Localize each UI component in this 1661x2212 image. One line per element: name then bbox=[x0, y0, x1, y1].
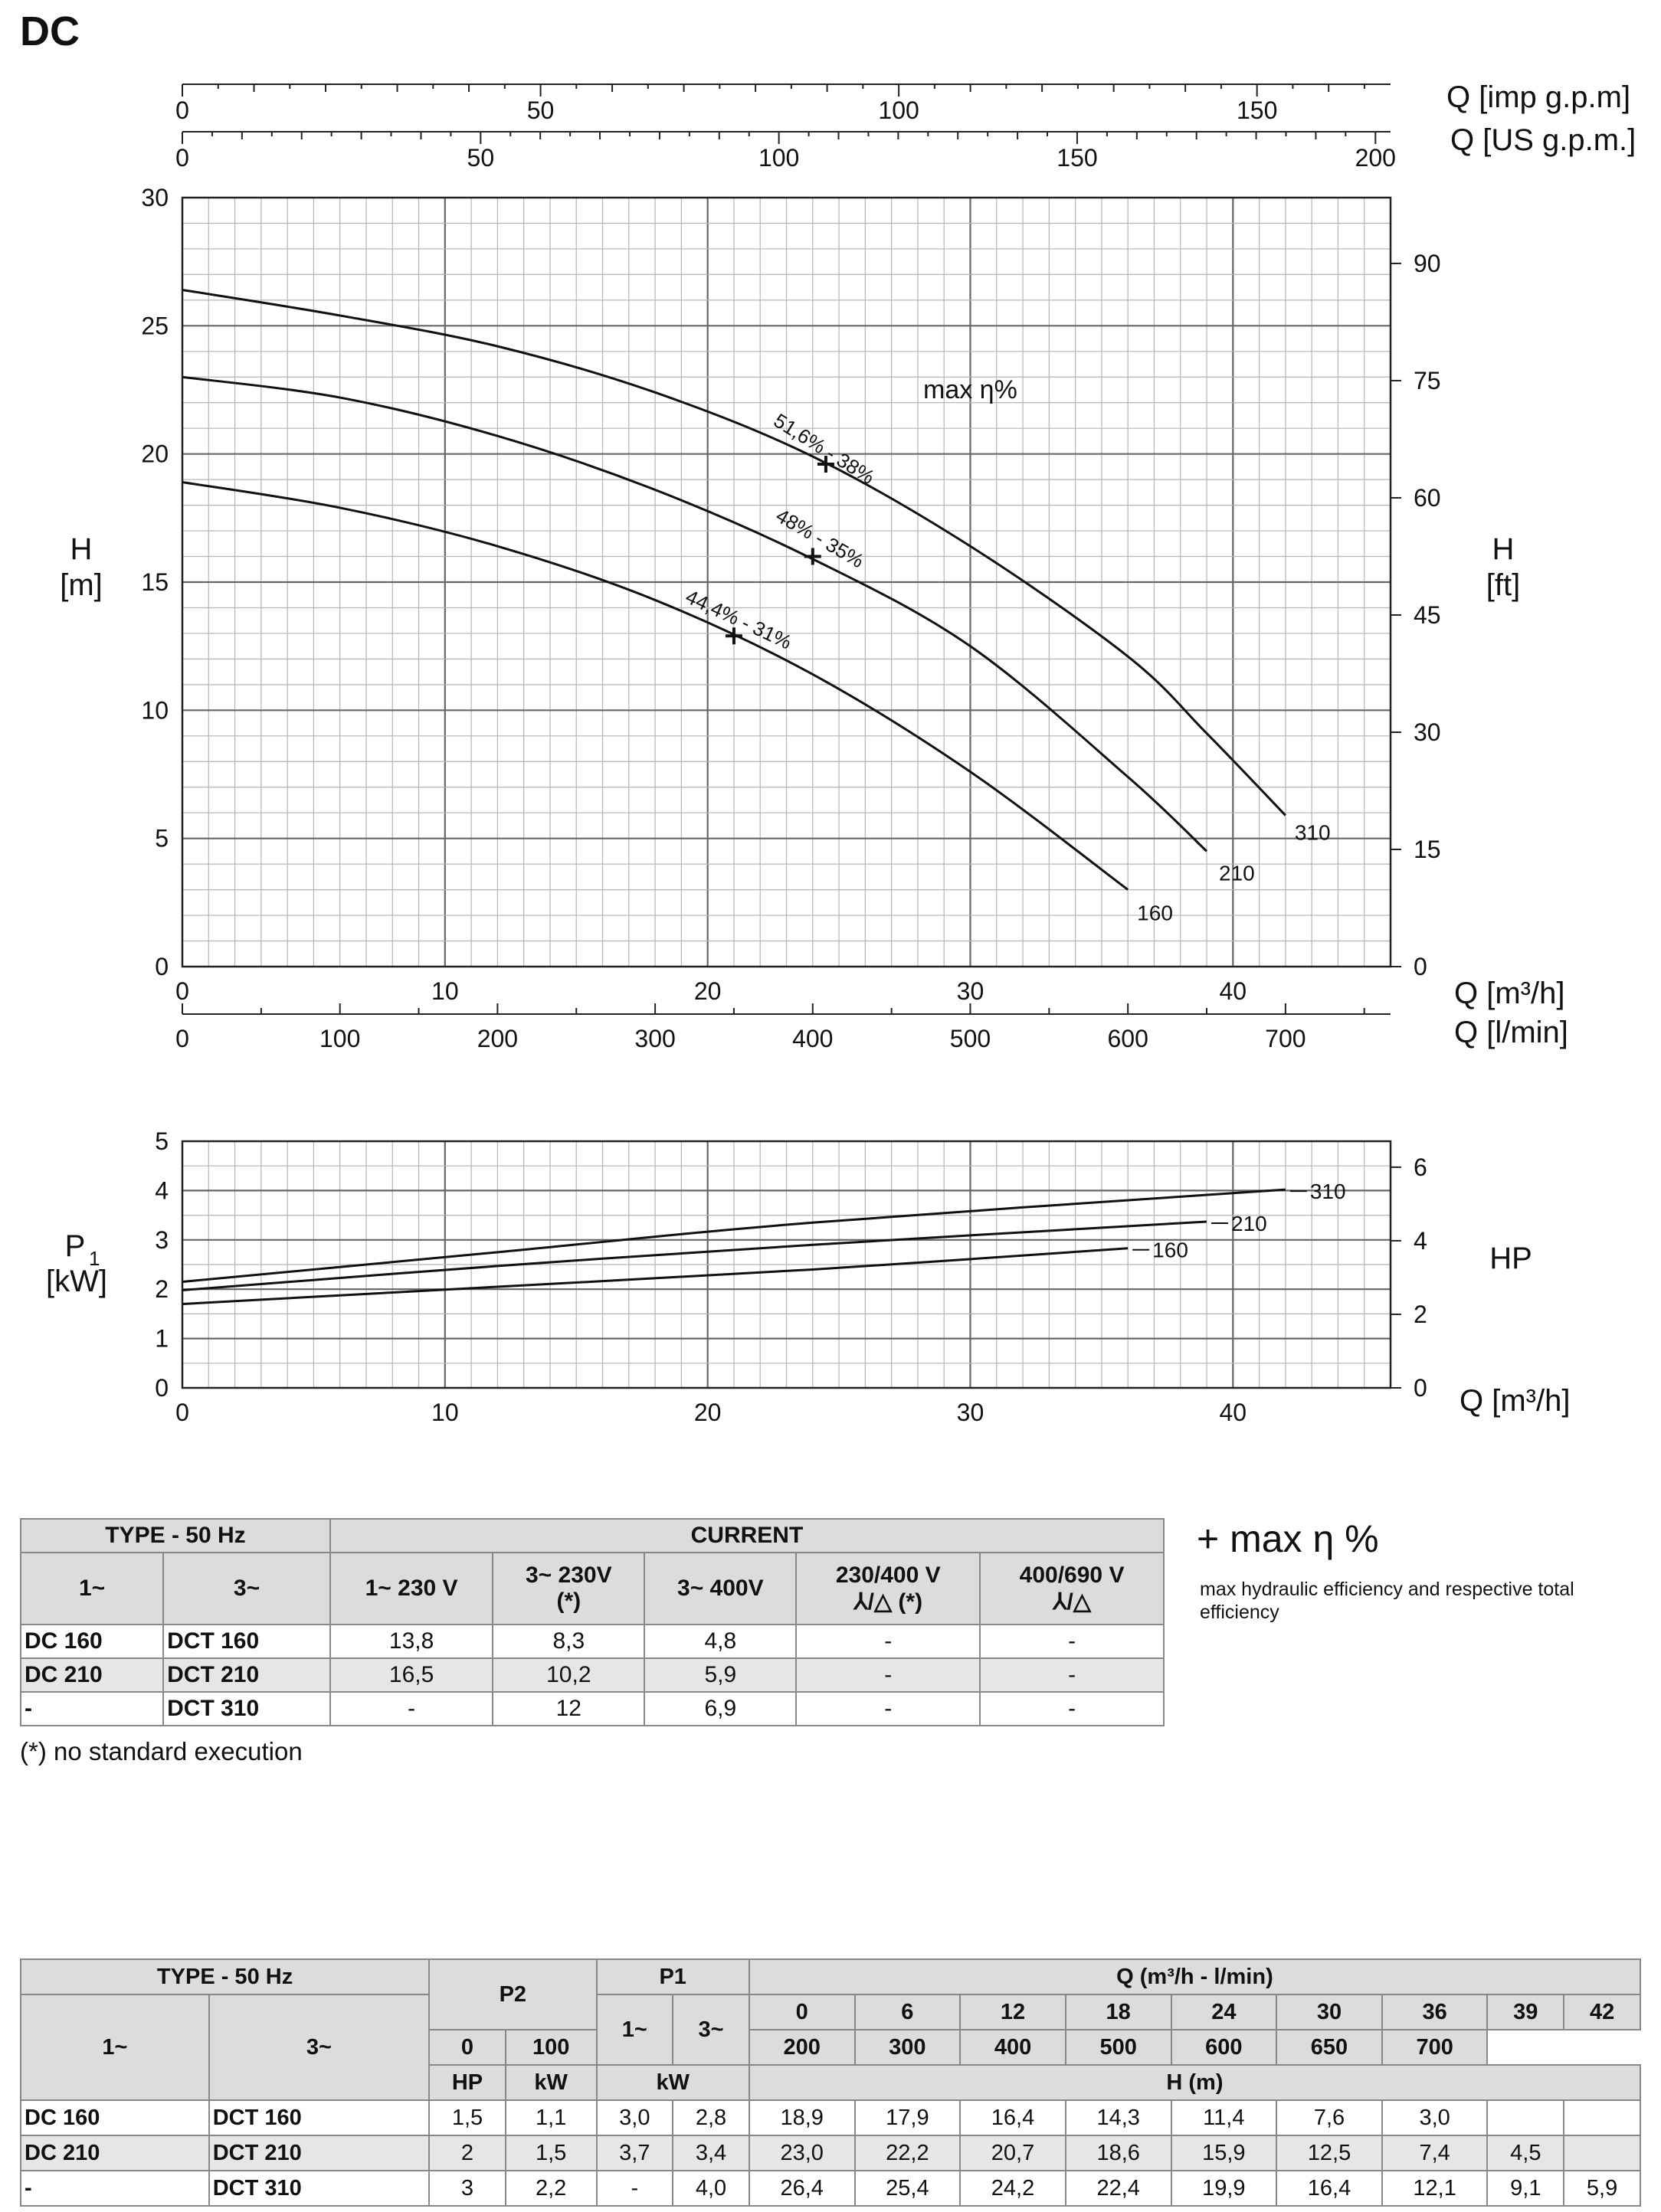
current-230-400-header: 230/400 V ⅄/△ (*) bbox=[796, 1553, 980, 1625]
type-cell: DC 210 bbox=[21, 1658, 163, 1692]
h-header: H (m) bbox=[749, 2065, 1640, 2100]
top-axis-imp-label: 150 bbox=[1236, 97, 1278, 124]
curve-label-210: 210 bbox=[1219, 861, 1255, 885]
p1-single-phase-header: 1~ bbox=[597, 1994, 673, 2065]
type-cell: DC 210 bbox=[21, 2135, 209, 2171]
y-right-tick-label: 45 bbox=[1414, 600, 1441, 629]
three-phase-header: 3~ bbox=[209, 1994, 429, 2100]
current-cell: - bbox=[796, 1658, 980, 1692]
y-axis-label-subscript: 1 bbox=[89, 1247, 100, 1270]
q-lmin-header: 300 bbox=[855, 2030, 961, 2065]
max-efficiency-label: max η% bbox=[923, 375, 1017, 404]
y-tick-label: 15 bbox=[141, 568, 169, 596]
current-cell: 4,8 bbox=[644, 1625, 796, 1658]
y-tick-label: 5 bbox=[155, 1127, 169, 1155]
x-tick-label: 30 bbox=[956, 1399, 984, 1426]
power-curve-label-160: 160 bbox=[1152, 1238, 1188, 1262]
q-lmin-header: 200 bbox=[749, 2030, 855, 2065]
power-cell: 3 bbox=[429, 2171, 506, 2206]
legend-max-efficiency: + max η % bbox=[1197, 1517, 1379, 1560]
current-cell: 16,5 bbox=[330, 1658, 493, 1692]
y-axis-unit: [m] bbox=[60, 568, 103, 602]
power-cell: 2,8 bbox=[673, 2100, 749, 2135]
head-flow-chart bbox=[0, 0, 1661, 1072]
head-cell: 4,5 bbox=[1487, 2135, 1564, 2171]
y-axis-unit: [kW] bbox=[46, 1265, 107, 1298]
q-lmin-header: 500 bbox=[1066, 2030, 1171, 2065]
y-right-tick-label: 90 bbox=[1414, 249, 1441, 277]
head-cell: 19,9 bbox=[1171, 2171, 1277, 2206]
head-cell: 16,4 bbox=[1276, 2171, 1382, 2206]
top-axis-us-label: 50 bbox=[467, 144, 495, 172]
current-1-230-header: 1~ 230 V bbox=[330, 1553, 493, 1625]
y-right-tick-label: 15 bbox=[1414, 835, 1441, 863]
table-row bbox=[21, 1692, 1164, 1726]
single-phase-header: 1~ bbox=[21, 1994, 209, 2100]
q-m3h-header: 24 bbox=[1171, 1994, 1277, 2030]
q-m3h-header: 42 bbox=[1564, 1994, 1640, 2030]
head-cell bbox=[1564, 2100, 1640, 2135]
head-cell: 9,1 bbox=[1487, 2171, 1564, 2206]
x-tick-label: 40 bbox=[1219, 977, 1247, 1005]
bep-label-210: 48% - 35% bbox=[772, 503, 868, 573]
x2-tick-label: 600 bbox=[1107, 1025, 1148, 1052]
page-title: DC bbox=[20, 8, 80, 54]
y-tick-label: 2 bbox=[155, 1275, 169, 1304]
head-cell: 14,3 bbox=[1066, 2100, 1171, 2135]
head-cell: 23,0 bbox=[749, 2135, 855, 2171]
q-lmin-header: 0 bbox=[429, 2030, 506, 2065]
y-tick-label: 0 bbox=[155, 1374, 169, 1402]
head-cell: 22,2 bbox=[855, 2135, 961, 2171]
top-axis-imp-label: 0 bbox=[175, 97, 189, 124]
current-cell: - bbox=[330, 1692, 493, 1726]
q-lmin-header: 400 bbox=[960, 2030, 1066, 2065]
head-cell: 3,0 bbox=[1382, 2100, 1488, 2135]
y-tick-label: 3 bbox=[155, 1225, 169, 1254]
type-cell: - bbox=[21, 1692, 163, 1726]
current-cell: 8,3 bbox=[493, 1625, 644, 1658]
q-lmin-header: 650 bbox=[1276, 2030, 1382, 2065]
current-cell: - bbox=[796, 1625, 980, 1658]
legend-description: max hydraulic efficiency and respective total efficiency bbox=[1200, 1579, 1574, 1623]
current-cell: 13,8 bbox=[330, 1625, 493, 1658]
power-flow-chart bbox=[0, 1103, 1661, 1440]
top-axis-label-us: Q [US g.p.m.] bbox=[1450, 123, 1636, 157]
single-phase-header: 1~ bbox=[21, 1553, 163, 1625]
type-cell: DCT 210 bbox=[163, 1658, 330, 1692]
current-3-230-header: 3~ 230V (*) bbox=[493, 1553, 644, 1625]
power-cell: 4,0 bbox=[673, 2171, 749, 2206]
current-table bbox=[20, 1518, 1165, 1726]
y-right-tick-label: 6 bbox=[1414, 1153, 1427, 1181]
x2-tick-label: 200 bbox=[477, 1025, 519, 1052]
y-tick-label: 25 bbox=[141, 312, 169, 340]
power-curve-label-210: 210 bbox=[1231, 1211, 1267, 1235]
q-m3h-header: 36 bbox=[1382, 1994, 1488, 2030]
type-header: TYPE - 50 Hz bbox=[21, 1959, 429, 1994]
y-right-axis-unit: [ft] bbox=[1486, 568, 1521, 602]
top-axis-us-label: 100 bbox=[758, 144, 800, 172]
head-cell: 15,9 bbox=[1171, 2135, 1277, 2171]
head-cell: 20,7 bbox=[960, 2135, 1066, 2171]
x2-tick-label: 500 bbox=[949, 1025, 991, 1052]
bep-label-160: 44,4% - 31% bbox=[682, 584, 796, 654]
head-cell: 18,6 bbox=[1066, 2135, 1171, 2171]
x-tick-label: 40 bbox=[1219, 1399, 1247, 1426]
head-cell bbox=[1564, 2135, 1640, 2171]
power-cell: 2 bbox=[429, 2135, 506, 2171]
current-3-400-header: 3~ 400V bbox=[644, 1553, 796, 1625]
x-tick-label: 0 bbox=[175, 1399, 189, 1426]
q-m3h-header: 39 bbox=[1487, 1994, 1564, 2030]
current-cell: - bbox=[980, 1692, 1164, 1726]
current-400-690-header: 400/690 V ⅄/△ bbox=[980, 1553, 1164, 1625]
type-cell: DC 160 bbox=[21, 2100, 209, 2135]
x-tick-label: 10 bbox=[431, 977, 459, 1005]
x2-tick-label: 0 bbox=[175, 1025, 189, 1052]
q-header: Q (m³/h - l/min) bbox=[749, 1959, 1640, 1994]
current-header: CURRENT bbox=[330, 1519, 1164, 1553]
q-lmin-header: 600 bbox=[1171, 2030, 1277, 2065]
current-cell: 12 bbox=[493, 1692, 644, 1726]
power-cell: 3,7 bbox=[597, 2135, 673, 2171]
power-cell: 3,0 bbox=[597, 2100, 673, 2135]
head-cell: 7,4 bbox=[1382, 2135, 1488, 2171]
head-cell bbox=[1487, 2100, 1564, 2135]
q-m3h-header: 30 bbox=[1276, 1994, 1382, 2030]
type-cell: DCT 310 bbox=[163, 1692, 330, 1726]
x-axis-label: Q [m³/h] bbox=[1454, 977, 1565, 1010]
y-right-tick-label: 0 bbox=[1414, 953, 1427, 980]
q-lmin-header: 100 bbox=[506, 2030, 597, 2065]
q-m3h-header: 6 bbox=[855, 1994, 961, 2030]
x-tick-label: 0 bbox=[175, 977, 189, 1005]
power-cell: 2,2 bbox=[506, 2171, 597, 2206]
power-curve-label-310: 310 bbox=[1309, 1180, 1346, 1204]
table-row bbox=[21, 2100, 1640, 2135]
y-tick-label: 30 bbox=[141, 184, 169, 211]
top-axis-us-label: 150 bbox=[1057, 144, 1098, 172]
curve-label-310: 310 bbox=[1294, 820, 1331, 845]
power-cell: 3,4 bbox=[673, 2135, 749, 2171]
y-right-tick-label: 60 bbox=[1414, 483, 1441, 512]
table-row bbox=[21, 1625, 1164, 1658]
x2-tick-label: 100 bbox=[319, 1025, 361, 1052]
x-axis-label: Q [m³/h] bbox=[1460, 1384, 1571, 1418]
p2-header: P2 bbox=[429, 1959, 596, 2030]
head-cell: 22,4 bbox=[1066, 2171, 1171, 2206]
current-cell: 6,9 bbox=[644, 1692, 796, 1726]
type-header: TYPE - 50 Hz bbox=[21, 1519, 330, 1553]
top-axis-imp-label: 100 bbox=[878, 97, 919, 124]
y-axis-label: H bbox=[70, 532, 93, 566]
power-cell: 1,5 bbox=[429, 2100, 506, 2135]
head-cell: 18,9 bbox=[749, 2100, 855, 2135]
type-cell: DCT 310 bbox=[209, 2171, 429, 2206]
power-cell: 1,1 bbox=[506, 2100, 597, 2135]
y-tick-label: 0 bbox=[155, 953, 169, 980]
head-cell: 12,1 bbox=[1382, 2171, 1488, 2206]
top-axis-imp-label: 50 bbox=[526, 97, 555, 124]
current-cell: - bbox=[980, 1625, 1164, 1658]
head-cell: 12,5 bbox=[1276, 2135, 1382, 2171]
hp-header: HP bbox=[429, 2065, 506, 2100]
y-tick-label: 4 bbox=[155, 1176, 169, 1205]
power-cell: - bbox=[597, 2171, 673, 2206]
head-cell: 24,2 bbox=[960, 2171, 1066, 2206]
table-row bbox=[21, 2135, 1640, 2171]
head-cell: 16,4 bbox=[960, 2100, 1066, 2135]
power-cell: 1,5 bbox=[506, 2135, 597, 2171]
head-cell: 7,6 bbox=[1276, 2100, 1382, 2135]
bep-label-310: 51,6% - 38% bbox=[769, 408, 879, 489]
x-tick-label: 20 bbox=[693, 977, 722, 1005]
type-cell: - bbox=[21, 2171, 209, 2206]
type-cell: DC 160 bbox=[21, 1625, 163, 1658]
current-cell: - bbox=[980, 1658, 1164, 1692]
head-cell: 5,9 bbox=[1564, 2171, 1640, 2206]
head-cell: 25,4 bbox=[855, 2171, 961, 2206]
type-cell: DCT 210 bbox=[209, 2135, 429, 2171]
kw-header: kW bbox=[506, 2065, 597, 2100]
current-cell: 5,9 bbox=[644, 1658, 796, 1692]
current-cell: - bbox=[796, 1692, 980, 1726]
type-cell: DCT 160 bbox=[209, 2100, 429, 2135]
q-m3h-header: 0 bbox=[749, 1994, 855, 2030]
type-cell: DCT 160 bbox=[163, 1625, 330, 1658]
q-m3h-header: 18 bbox=[1066, 1994, 1171, 2030]
x2-axis-label: Q [l/min] bbox=[1454, 1016, 1568, 1049]
y-tick-label: 20 bbox=[141, 440, 169, 468]
x2-tick-label: 700 bbox=[1265, 1025, 1306, 1052]
y-axis-label: P bbox=[64, 1229, 86, 1263]
p1-three-phase-header: 3~ bbox=[673, 1994, 749, 2065]
y-right-axis-label: HP bbox=[1489, 1242, 1532, 1275]
curve-210 bbox=[182, 377, 1207, 851]
x2-tick-label: 300 bbox=[634, 1025, 676, 1052]
x-tick-label: 20 bbox=[693, 1399, 722, 1426]
head-cell: 26,4 bbox=[749, 2171, 855, 2206]
head-cell: 17,9 bbox=[855, 2100, 961, 2135]
x-tick-label: 10 bbox=[431, 1399, 459, 1426]
y-right-tick-label: 2 bbox=[1414, 1300, 1427, 1328]
top-axis-us-label: 200 bbox=[1355, 144, 1396, 172]
table-row bbox=[21, 1658, 1164, 1692]
q-m3h-header: 12 bbox=[960, 1994, 1066, 2030]
current-cell: 10,2 bbox=[493, 1658, 644, 1692]
performance-table bbox=[20, 1958, 1641, 2207]
table-row bbox=[21, 2171, 1640, 2206]
x-tick-label: 30 bbox=[956, 977, 984, 1005]
top-axis-label-imp: Q [imp g.p.m] bbox=[1446, 80, 1631, 114]
y-right-tick-label: 75 bbox=[1414, 366, 1441, 394]
y-tick-label: 5 bbox=[155, 824, 169, 852]
y-right-tick-label: 30 bbox=[1414, 718, 1441, 746]
y-right-tick-label: 0 bbox=[1414, 1374, 1427, 1402]
head-cell: 11,4 bbox=[1171, 2100, 1277, 2135]
y-tick-label: 10 bbox=[141, 696, 169, 725]
y-tick-label: 1 bbox=[155, 1324, 169, 1353]
footnote: (*) no standard execution bbox=[20, 1737, 303, 1765]
p1-kw-header: kW bbox=[597, 2065, 749, 2100]
y-right-axis-label: H bbox=[1492, 532, 1515, 566]
top-axis-us-label: 0 bbox=[175, 144, 189, 172]
q-lmin-header: 700 bbox=[1382, 2030, 1488, 2065]
curve-label-160: 160 bbox=[1137, 901, 1173, 925]
p1-header: P1 bbox=[597, 1959, 749, 1994]
x2-tick-label: 400 bbox=[792, 1025, 834, 1052]
y-right-tick-label: 4 bbox=[1414, 1226, 1427, 1255]
three-phase-header: 3~ bbox=[163, 1553, 330, 1625]
